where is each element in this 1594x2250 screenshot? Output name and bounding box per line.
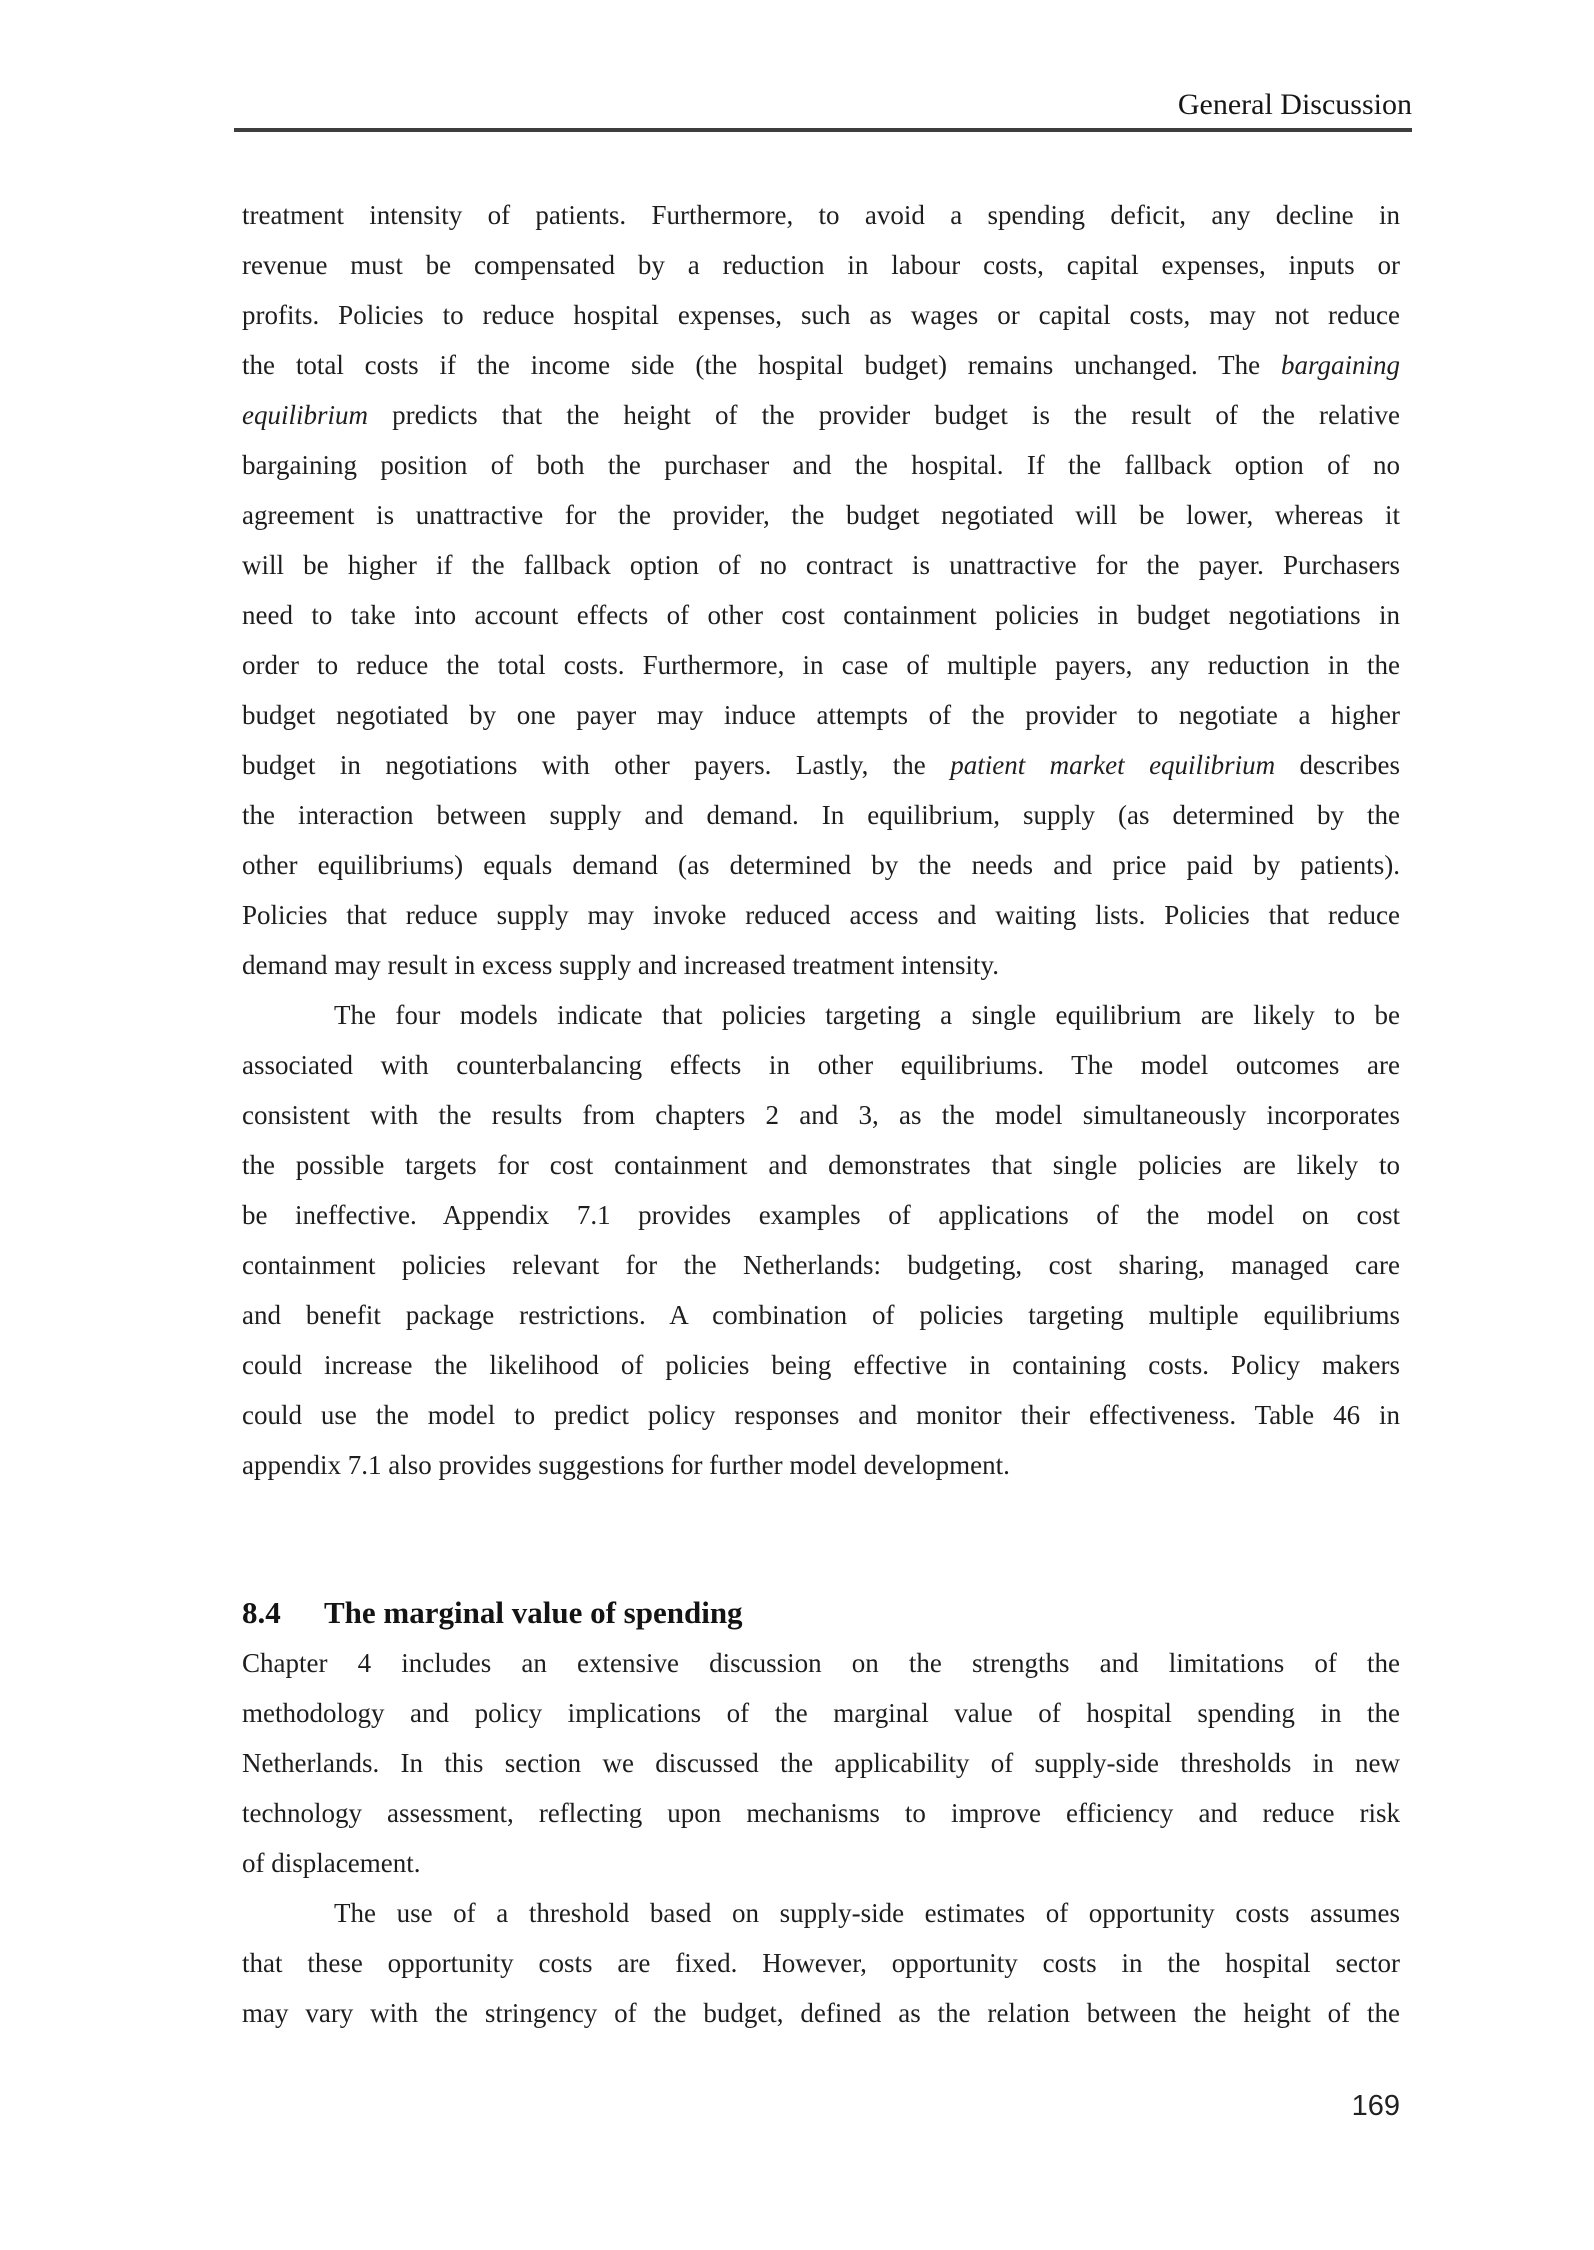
text-line xyxy=(242,1390,1400,1440)
text-line xyxy=(242,1290,1400,1340)
text-line xyxy=(242,1788,1400,1838)
paragraph-1 xyxy=(242,190,1400,990)
text-line xyxy=(242,1938,1400,1988)
text-segment: technology assessment, reflecting upon mechanisms to improve efficiency and reduce risk xyxy=(242,1798,1400,1828)
text-segment: predicts that the height of the provider budget is the result of the relative xyxy=(368,400,1400,430)
text-segment: the total costs if the income side (the hospital budget) remains unchanged. The xyxy=(242,350,1281,380)
text-segment: Policies that reduce supply may invoke reduced access and waiting lists. Policies that reduce xyxy=(242,900,1400,930)
text-line xyxy=(242,1140,1400,1190)
text-segment: associated with counterbalancing effects in other equilibriums. The model outcomes are xyxy=(242,1050,1400,1080)
text-segment: revenue must be compensated by a reduction in labour costs, capital expenses, inputs or xyxy=(242,250,1400,280)
text-line xyxy=(242,1988,1400,2038)
text-line xyxy=(242,640,1400,690)
text-segment: demand may result in excess supply and increased treatment intensity. xyxy=(242,950,1000,980)
text-line xyxy=(242,840,1400,890)
italic-text-segment: equilibrium xyxy=(242,400,368,430)
text-segment: describes xyxy=(1275,750,1400,780)
text-line xyxy=(242,1190,1400,1240)
text-segment: and benefit package restrictions. A combination of policies targeting multiple equilibriums xyxy=(242,1300,1400,1330)
page-number: 169 xyxy=(1351,2090,1400,2122)
header-rule xyxy=(234,128,1412,132)
text-line xyxy=(242,1738,1400,1788)
text-line xyxy=(242,290,1400,340)
text-line xyxy=(242,390,1400,440)
text-line xyxy=(242,340,1400,390)
text-segment: appendix 7.1 also provides suggestions for further model development. xyxy=(242,1450,1010,1480)
text-line xyxy=(242,590,1400,640)
text-segment: budget in negotiations with other payers. Lastly, the xyxy=(242,750,951,780)
page-header xyxy=(234,0,1412,132)
text-line xyxy=(242,440,1400,490)
text-line xyxy=(242,1638,1400,1688)
text-segment: the interaction between supply and demand. In equilibrium, supply (as determined by the xyxy=(242,800,1400,830)
text-line xyxy=(242,190,1400,240)
italic-text-segment: bargaining xyxy=(1280,350,1400,380)
text-segment: may vary with the stringency of the budget, defined as the relation between the height of the xyxy=(242,1998,1400,2028)
text-segment: The use of a threshold based on supply-side estimates of opportunity costs assumes xyxy=(334,1898,1400,1928)
text-line xyxy=(242,740,1400,790)
text-segment: containment policies relevant for the Netherlands: budgeting, cost sharing, managed care xyxy=(242,1250,1400,1280)
text-segment: the possible targets for cost containment and demonstrates that single policies are likely to xyxy=(242,1150,1400,1180)
text-segment: Netherlands. In this section we discussed the applicability of supply-side thresholds in new xyxy=(242,1748,1400,1778)
section-number: 8.4 xyxy=(242,1595,281,1630)
text-segment: of displacement. xyxy=(242,1848,421,1878)
text-line xyxy=(242,1090,1400,1140)
text-line xyxy=(242,1340,1400,1390)
text-segment: other equilibriums) equals demand (as determined by the needs and price paid by patients). xyxy=(242,850,1400,880)
text-line xyxy=(242,1040,1400,1090)
text-segment: consistent with the results from chapters 2 and 3, as the model simultaneously incorporates xyxy=(242,1100,1400,1130)
text-line xyxy=(242,690,1400,740)
text-segment: could increase the likelihood of policies being effective in containing costs. Policy makers xyxy=(242,1350,1400,1380)
section-heading xyxy=(242,1588,1400,1638)
text-line xyxy=(242,940,1400,990)
text-segment: order to reduce the total costs. Furthermore, in case of multiple payers, any reduction in the xyxy=(242,650,1400,680)
text-line xyxy=(242,240,1400,290)
paragraph-2 xyxy=(242,990,1400,1490)
running-header-title: General Discussion xyxy=(1177,88,1412,121)
text-segment: methodology and policy implications of the marginal value of hospital spending in the xyxy=(242,1698,1400,1728)
text-segment: budget negotiated by one payer may induce attempts of the provider to negotiate a higher xyxy=(242,700,1400,730)
text-line xyxy=(242,1888,1400,1938)
text-segment: treatment intensity of patients. Furthermore, to avoid a spending deficit, any decline in xyxy=(242,200,1400,230)
italic-text-segment: patient market equilibrium xyxy=(950,750,1276,780)
text-line xyxy=(242,990,1400,1040)
text-segment: be ineffective. Appendix 7.1 provides examples of applications of the model on cost xyxy=(242,1200,1400,1230)
text-line xyxy=(242,490,1400,540)
text-line xyxy=(242,790,1400,840)
text-segment: Chapter 4 includes an extensive discussion on the strengths and limitations of the xyxy=(242,1648,1400,1678)
paragraph-3 xyxy=(242,1638,1400,1888)
text-segment: will be higher if the fallback option of no contract is unattractive for the payer. Purchasers xyxy=(242,550,1400,580)
paragraph-4 xyxy=(242,1888,1400,2038)
text-segment: The four models indicate that policies targeting a single equilibrium are likely to be xyxy=(334,1000,1400,1030)
text-line xyxy=(242,1240,1400,1290)
text-segment: that these opportunity costs are fixed. However, opportunity costs in the hospital sector xyxy=(242,1948,1400,1978)
text-line xyxy=(242,890,1400,940)
page-body xyxy=(242,190,1400,2038)
text-segment: profits. Policies to reduce hospital expenses, such as wages or capital costs, may not reduce xyxy=(242,300,1400,330)
text-segment: could use the model to predict policy responses and monitor their effectiveness. Table 46 in xyxy=(242,1400,1400,1430)
text-segment: bargaining position of both the purchaser and the hospital. If the fallback option of no xyxy=(242,450,1400,480)
text-line xyxy=(242,540,1400,590)
section-title: The marginal value of spending xyxy=(324,1595,743,1630)
text-segment: need to take into account effects of other cost containment policies in budget negotiations in xyxy=(242,600,1400,630)
text-line xyxy=(242,1688,1400,1738)
text-line xyxy=(242,1838,1400,1888)
text-line xyxy=(242,1440,1400,1490)
text-segment: agreement is unattractive for the provider, the budget negotiated will be lower, whereas it xyxy=(242,500,1400,530)
